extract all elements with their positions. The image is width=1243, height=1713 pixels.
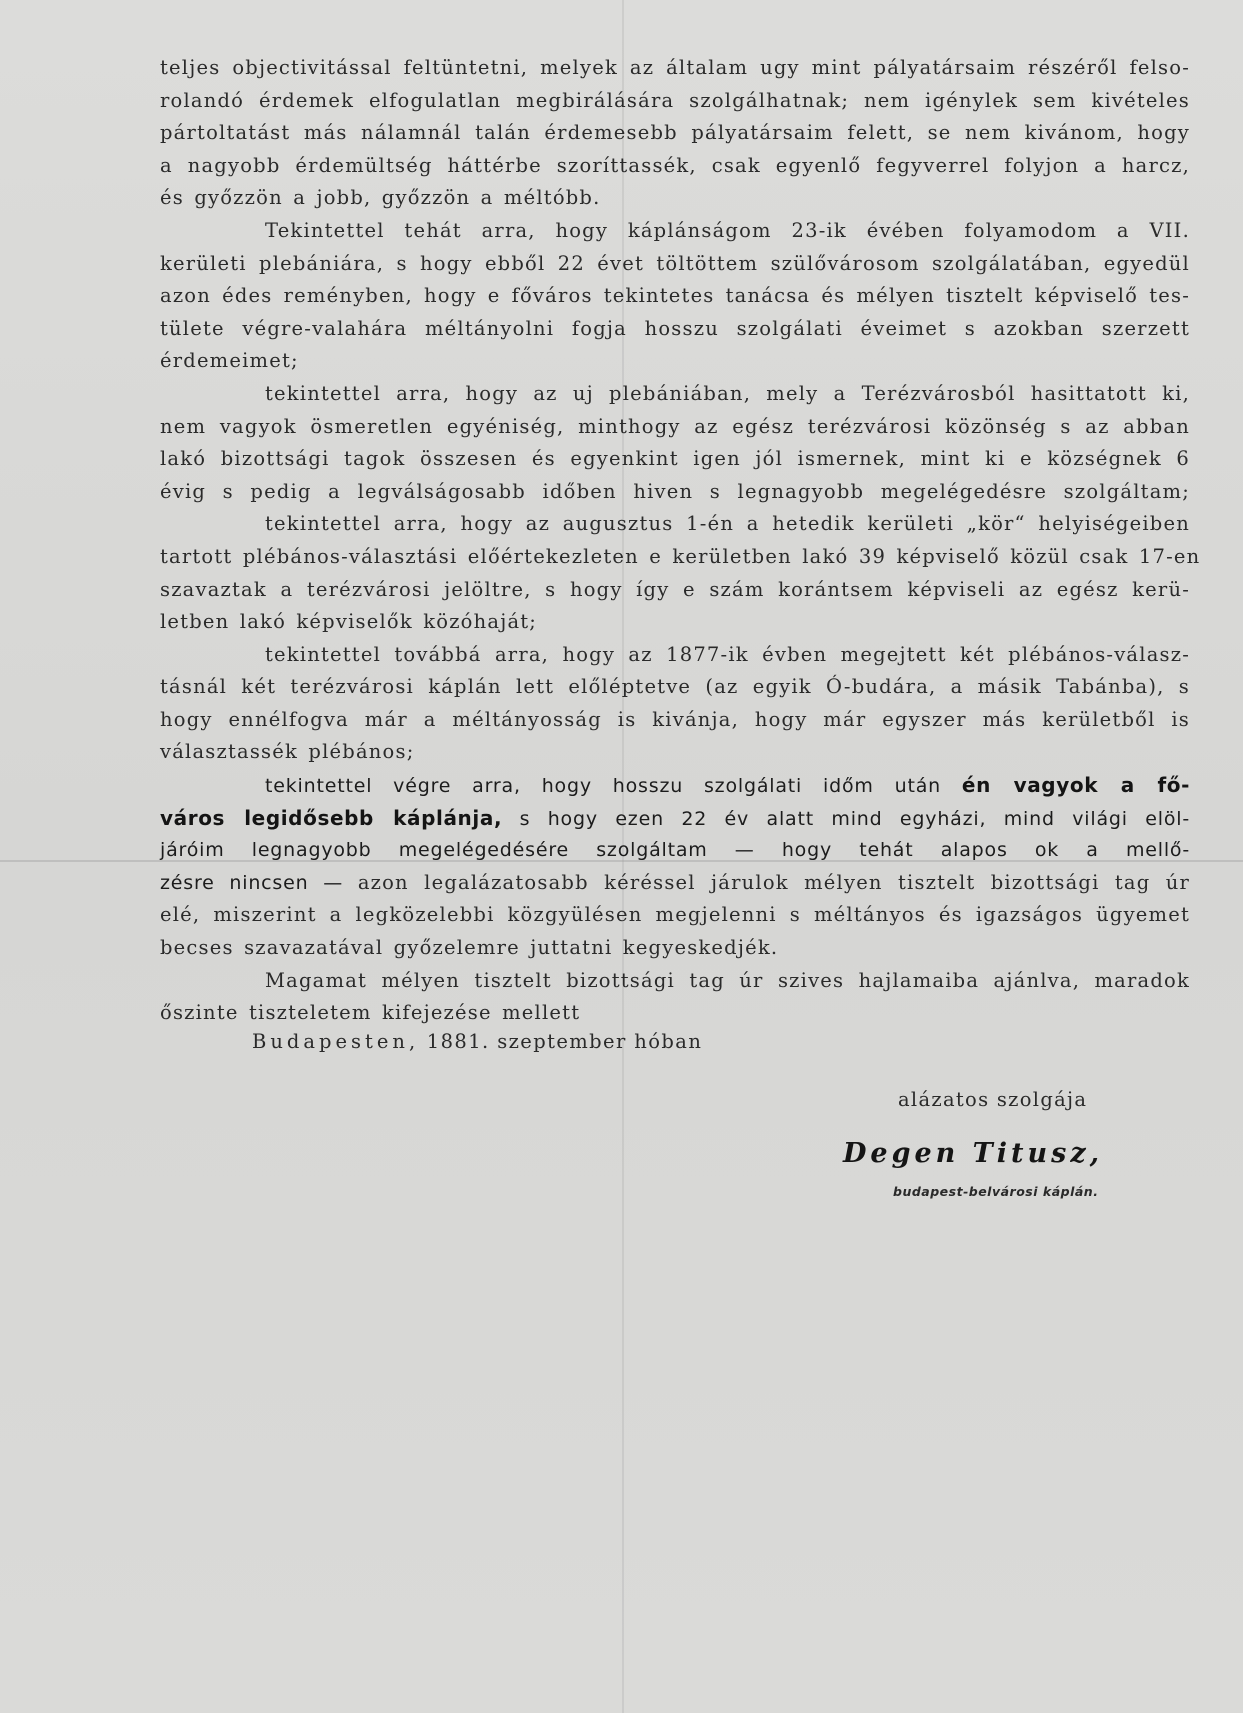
bold-text-segment: s hogy ezen 22 év alatt mind egyházi, mind világi elöl-	[502, 807, 1190, 830]
text-line: őszinte tiszteletem kifejezése mellett	[160, 1001, 581, 1025]
text-line: szavaztak a terézvárosi jelöltre, s hogy így e szám korántsem képviseli az egész kerü-	[160, 577, 1190, 601]
text-line: Tekintettel tehát arra, hogy káplánságom 23-ik évében folyamodom a VII.	[265, 218, 1190, 242]
emphasized-text: én vagyok a fő-	[961, 773, 1191, 798]
bold-paragraph-line: járóim legnagyobb megelégedésére szolgáltam — hogy tehát alapos ok a mellő-	[160, 839, 1190, 862]
closing-phrase: alázatos szolgája	[898, 1088, 1088, 1111]
bold-text-segment: zésre nincsen —	[160, 871, 358, 894]
text-line: elé, miszerint a legközelebbi közgyülésen megjelenni s méltányos és igazságos ügyemet	[160, 903, 1190, 927]
text-line: lakó bizottsági tagok összesen és egyenkint igen jól ismernek, mint ki e községnek 6	[160, 447, 1190, 471]
bold-paragraph-line	[160, 769, 1190, 802]
text-line: azon édes reményben, hogy e főváros tekintetes tanácsa és mélyen tisztelt képviselő tes-	[160, 284, 1190, 308]
text-line: és győzzön a jobb, győzzön a méltóbb.	[160, 186, 601, 210]
text-line: Magamat mélyen tisztelt bizottsági tag úr szives hajlamaiba ajánlva, maradok	[265, 968, 1190, 992]
place-and-date	[252, 1030, 702, 1053]
text-line: évig s pedig a legválságosabb időben hiven s legnagyobb megelégedésre szolgáltam;	[160, 479, 1190, 503]
text-line: kerületi plebániára, s hogy ebből 22 évet töltöttem szülővárosom szolgálatában, egyedül	[160, 251, 1190, 275]
date-text: 1881. szeptember hóban	[419, 1030, 703, 1053]
text-line: becses szavazatával győzelemre juttatni kegyeskedjék.	[160, 936, 779, 960]
text-line: érdemeimet;	[160, 349, 299, 373]
signature: Degen Titusz,	[843, 1138, 1104, 1169]
text-line: tülete végre-valahára méltányolni fogja hosszu szolgálati éveimet s azokban szerzett	[160, 316, 1190, 340]
text-line: nem vagyok ösmeretlen egyéniség, minthogy az egész terézvárosi közönség s az abban	[160, 414, 1190, 438]
text-line: választassék plébános;	[160, 740, 415, 764]
text-line: a nagyobb érdemültség háttérbe szoríttassék, csak egyenlő fegyverrel folyjon a harcz,	[160, 153, 1190, 177]
text-line: hogy ennélfogva már a méltányosság is kivánja, hogy már egyszer más kerületből is	[160, 707, 1190, 731]
emphasized-text: város legidősebb káplánja,	[160, 805, 503, 830]
bold-paragraph-line	[160, 802, 1190, 835]
text-line: pártoltatást más nálamnál talán érdemesebb pályatársaim felett, se nem kivánom, hogy	[160, 121, 1190, 145]
text-line: letben lakó képviselők közóhaját;	[160, 610, 538, 634]
text-segment: azon legalázatosabb kéréssel járulok mélyen tisztelt bizottsági tag úr	[357, 870, 1190, 894]
text-line: tekintettel arra, hogy az uj plebániában, mely a Terézvárosból hasittatott ki,	[265, 381, 1190, 405]
text-line: tekintettel továbbá arra, hogy az 1877-ik évben megejtett két plébános-válasz-	[265, 642, 1190, 666]
signature-title: budapest-belvárosi káplán.	[893, 1184, 1099, 1199]
text-line: tekintettel arra, hogy az augusztus 1-én a hetedik kerületi „kör“ helyiségeiben	[265, 512, 1190, 536]
text-line: tásnál két terézvárosi káplán lett előléptetve (az egyik Ó-budára, a másik Tabánba), s	[160, 675, 1190, 699]
letter-body	[160, 52, 1201, 1030]
place-name: Budapesten,	[252, 1030, 420, 1053]
text-line: teljes objectivitással feltüntetni, melyek az általam ugy mint pályatársaim részéről felso-	[160, 56, 1190, 79]
text-line	[160, 867, 1190, 900]
text-line: tartott plébános-választási előértekezleten e kerületben lakó 39 képviselő közül csak 17-en	[160, 544, 1201, 568]
text-line: rolandó érdemek elfogulatlan megbirálására szolgálhatnak; nem igénylek sem kivételes	[160, 88, 1190, 112]
bold-text-segment: tekintettel végre arra, hogy hosszu szolgálati időm után	[265, 775, 962, 798]
